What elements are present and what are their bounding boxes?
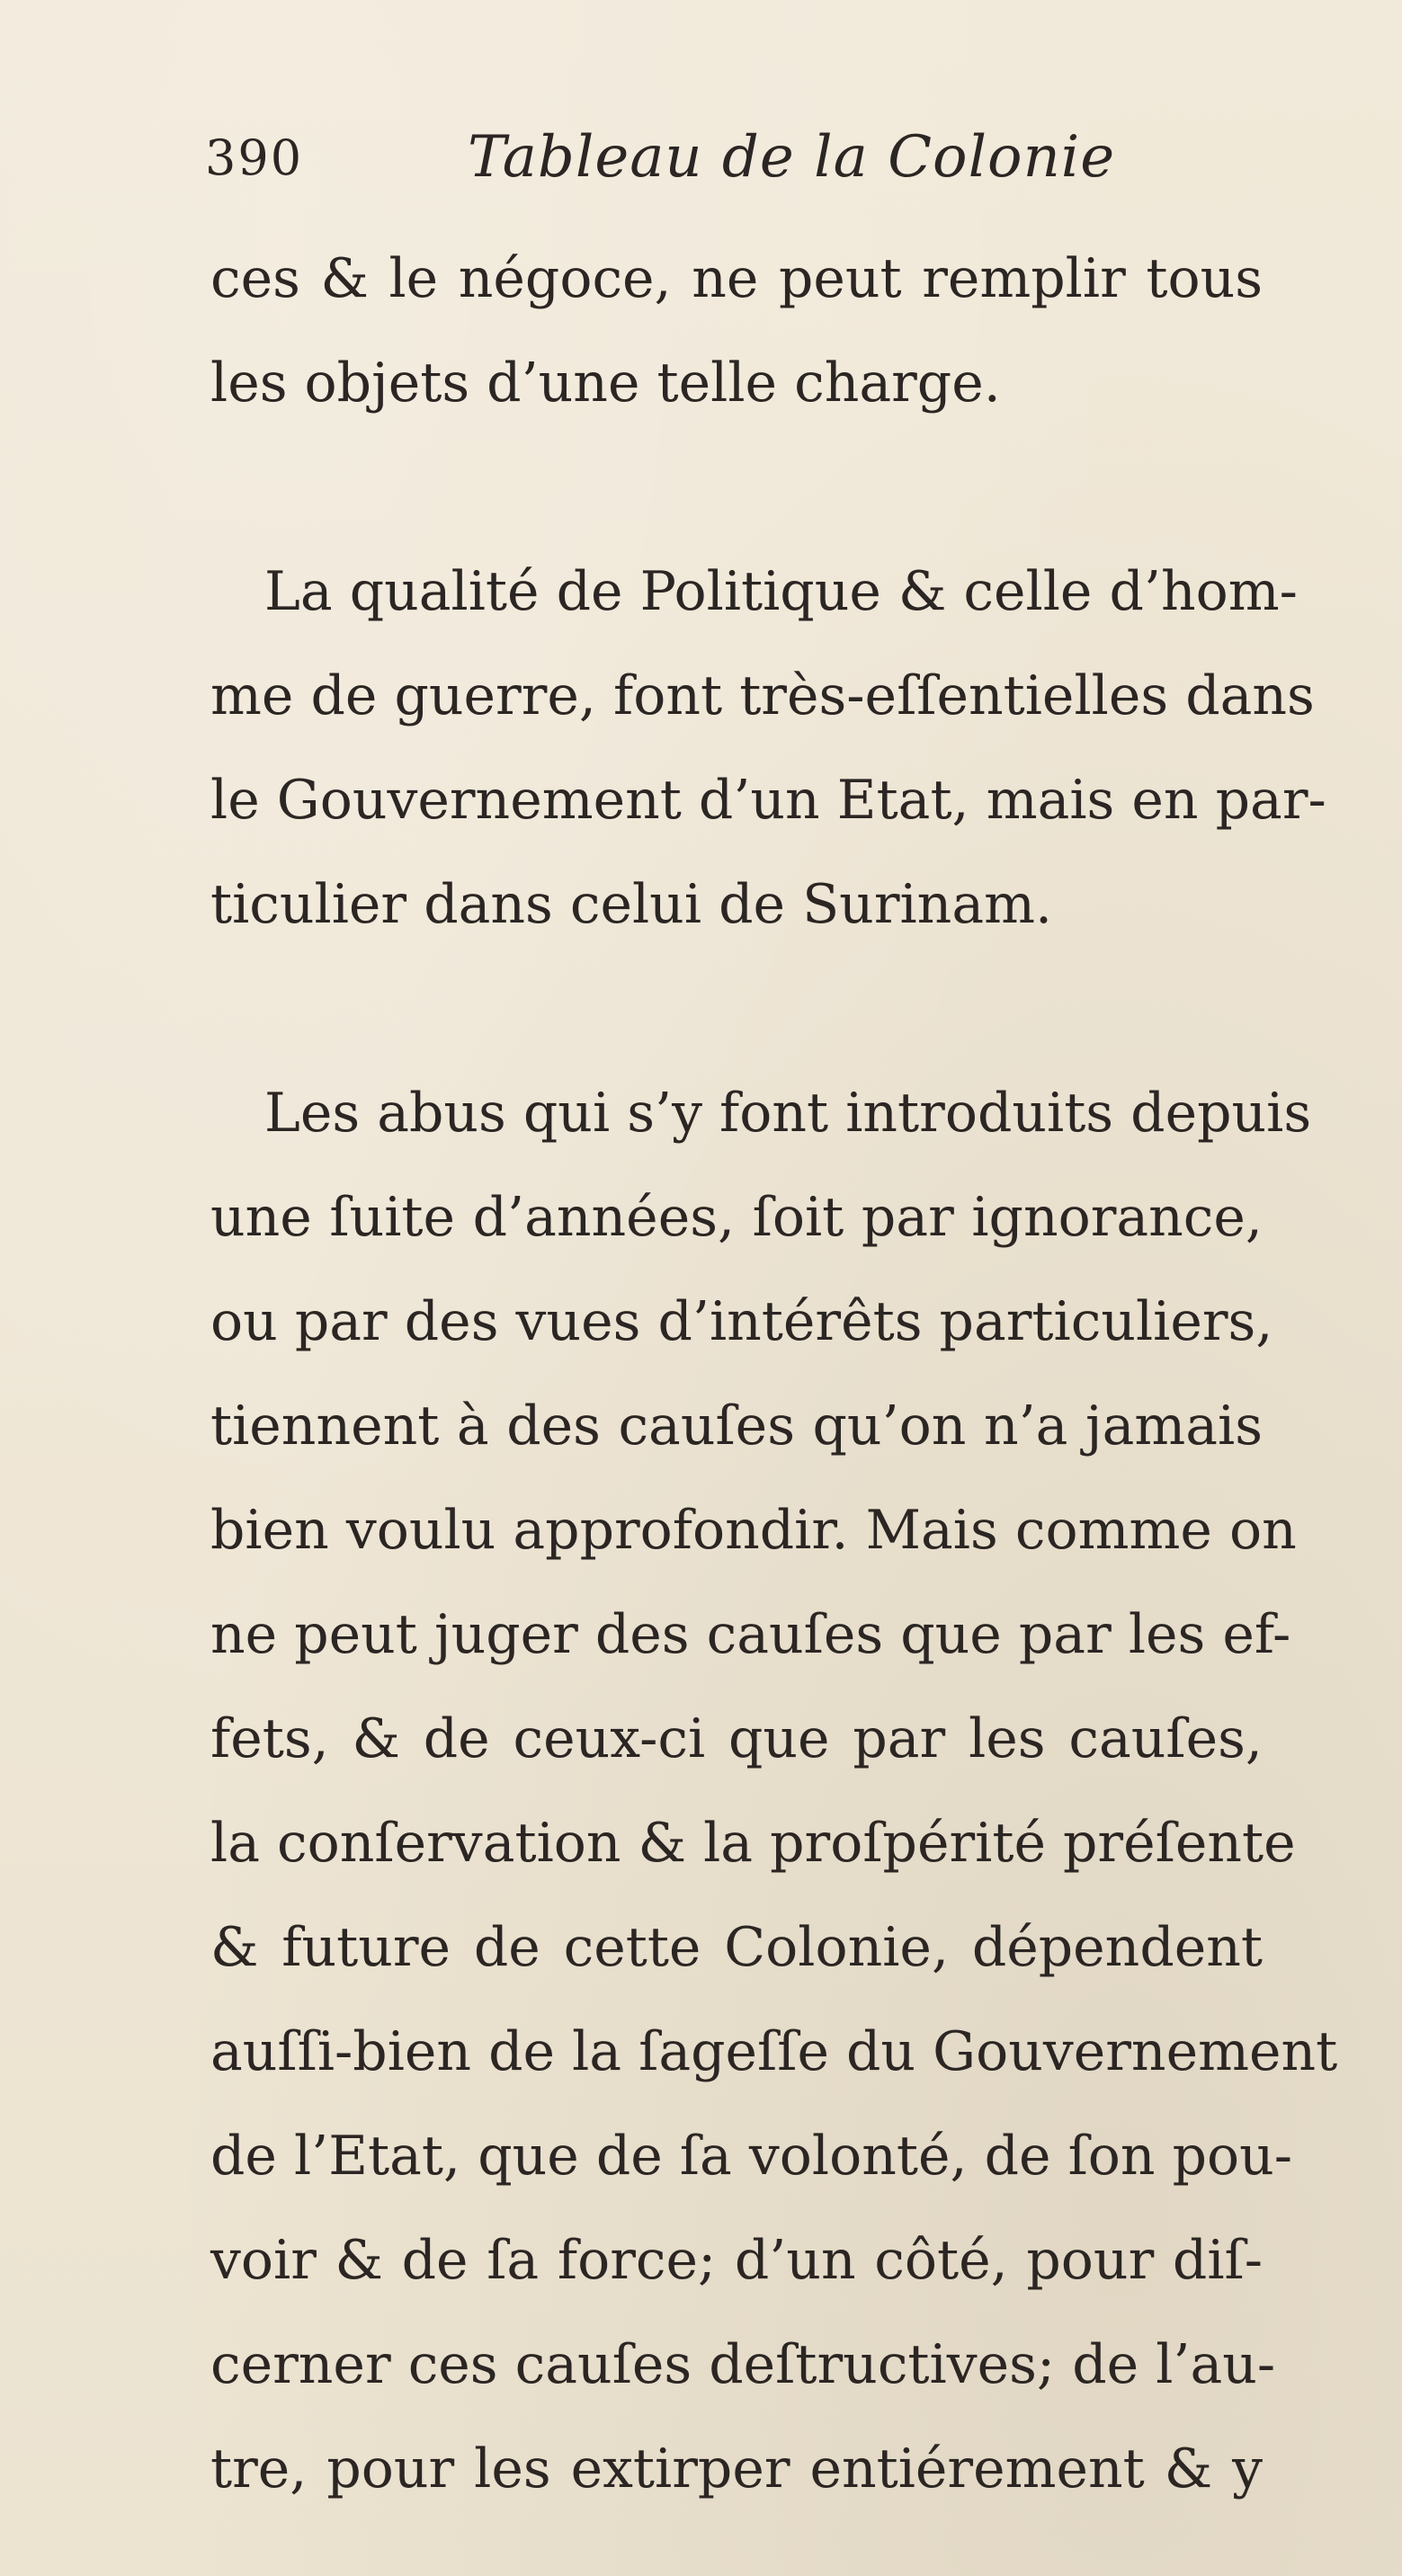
text-line: le Gouvernement d’un Etat, mais en par- — [210, 769, 1326, 832]
running-title: Tableau de la Colonie — [468, 124, 1116, 191]
text-line: tre, pour les extirper entiérement & y — [210, 2438, 1263, 2500]
text-line: la conſervation & la proſpérité préſente — [210, 1812, 1296, 1875]
text-line: Les abus qui s’y font introduits depuis — [264, 1082, 1312, 1145]
text-line: La qualité de Politique & celle d’hom- — [264, 560, 1298, 623]
text-line: ne peut juger des cauſes que par les ef- — [210, 1603, 1291, 1666]
page-header — [205, 124, 1194, 196]
paragraph-gap — [210, 435, 1263, 539]
text-line: de l’Etat, que de ſa volonté, de ſon pou- — [210, 2125, 1293, 2188]
text-line: voir & de ſa force; d’un côté, pour diſ- — [210, 2229, 1263, 2292]
text-line: ticulier dans celui de Surinam. — [210, 873, 1053, 936]
text-line: ces & le négoce, ne peut remplir tous — [210, 247, 1263, 310]
text-line: tiennent à des cauſes qu’on n’a jamais — [210, 1395, 1263, 1457]
text-line: bien voulu approfondir. Mais comme on — [210, 1499, 1297, 1562]
text-line: ou par des vues d’intérêts particuliers, — [210, 1290, 1273, 1353]
text-line: & future de cette Colonie, dépendent — [210, 1916, 1263, 1979]
paragraph — [210, 227, 1263, 435]
text-line: me de guerre, font très-eſſentielles dans — [210, 664, 1315, 727]
paragraph-gap — [210, 957, 1263, 1061]
text-line: fets, & de ceux-ci que par les cauſes, — [210, 1707, 1263, 1770]
paragraph — [210, 539, 1326, 957]
page-number: 390 — [205, 129, 304, 186]
text-line: cerner ces cauſes deſtructives; de l’au- — [210, 2333, 1276, 2396]
text-line: une ſuite d’années, ſoit par ignorance, — [210, 1186, 1263, 1249]
page-body — [210, 227, 1338, 2521]
text-line: les objets d’une telle charge. — [210, 352, 1001, 414]
paragraph — [210, 1061, 1338, 2521]
text-line: auſſi-bien de la ſageſſe du Gouvernement — [210, 2020, 1338, 2083]
